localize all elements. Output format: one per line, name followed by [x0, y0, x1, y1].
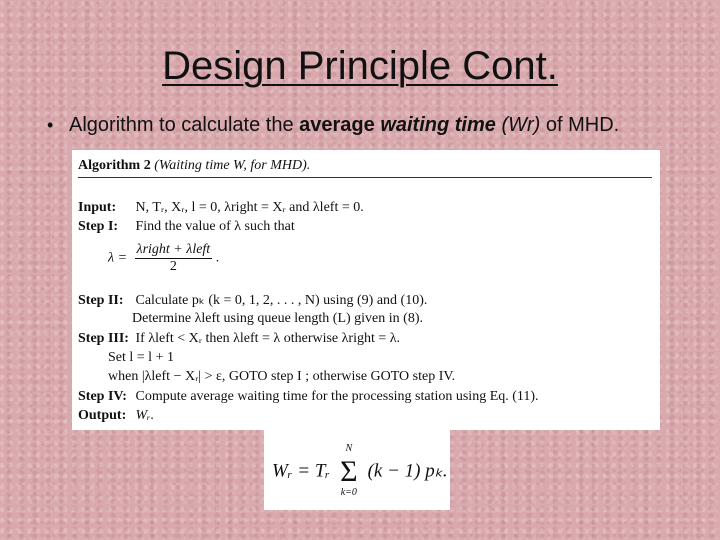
step3-label: Step III:: [78, 331, 129, 346]
bullet-text-4: of MHD.: [540, 114, 620, 136]
lambda-equation: [108, 242, 219, 275]
bullet-point: [47, 114, 619, 137]
input-text: N, Tᵣ, Xᵣ, l = 0, λright = Xᵣ and λleft = 0.: [135, 200, 364, 215]
lambda-numerator: λright + λleft: [136, 242, 211, 257]
summation: [335, 443, 363, 498]
algo-step2-line: [78, 292, 427, 309]
bullet-symbol: •: [47, 115, 54, 135]
algorithm-image: [72, 150, 660, 430]
bullet-text-1: Algorithm to calculate the: [69, 114, 300, 136]
formula-lhs: Wᵣ = Tᵣ: [272, 460, 331, 482]
lambda-tail: .: [215, 250, 220, 266]
algorithm-caption: (Waiting time W, for MHD).: [150, 158, 311, 173]
waiting-time-formula: [272, 443, 448, 498]
algo-step3-line3: [108, 369, 455, 385]
algo-step3-line2: [108, 350, 174, 366]
formula-image: [264, 430, 450, 510]
step3-text2: Set l = l + 1: [108, 350, 174, 365]
step4-label: Step IV:: [78, 389, 127, 404]
step1-label: Step I:: [78, 219, 119, 234]
algorithm-number: Algorithm 2: [78, 158, 151, 173]
step3-text: If λleft < Xᵣ then λleft = λ otherwise λright = λ.: [135, 331, 401, 346]
step2-label: Step II:: [78, 293, 124, 308]
lambda-denominator: 2: [169, 259, 177, 274]
algorithm-header: [78, 158, 652, 178]
step2-text2: Determine λleft using queue length (L) given in (8).: [132, 311, 423, 326]
slide-title: Design Principle Cont.: [162, 44, 558, 88]
step2-text: Calculate pₖ (k = 0, 1, 2, . . . , N) using (9) and (10).: [135, 293, 428, 308]
sum-lower-limit: k=0: [340, 487, 357, 498]
algo-step2-line2: [132, 311, 423, 327]
algo-step4-line: [78, 389, 539, 405]
step3-text3: when |λleft − Xᵣ| > ε, GOTO step I ; otherwise GOTO step IV.: [108, 369, 456, 384]
algo-step3-line: [78, 331, 400, 347]
sigma-symbol: Σ: [340, 455, 358, 488]
algo-output-line: [78, 408, 154, 424]
sum-upper-limit: N: [345, 443, 353, 454]
bullet-text-average: average: [299, 114, 375, 136]
output-label: Output:: [78, 408, 127, 423]
step4-text: Compute average waiting time for the processing station using Eq. (11).: [135, 389, 539, 404]
input-label: Input:: [78, 200, 117, 215]
lambda-lhs: λ =: [108, 250, 128, 266]
step1-text: Find the value of λ such that: [135, 219, 295, 234]
algo-input-line: [78, 200, 364, 216]
output-text: Wᵣ.: [135, 408, 155, 423]
bullet-text-wr: (Wr): [501, 114, 541, 136]
bullet-text-waiting-time: waiting time: [380, 114, 496, 136]
lambda-fraction: [135, 242, 213, 275]
algo-step1-line: [78, 219, 295, 235]
formula-rhs: (k − 1) pₖ.: [367, 460, 448, 482]
